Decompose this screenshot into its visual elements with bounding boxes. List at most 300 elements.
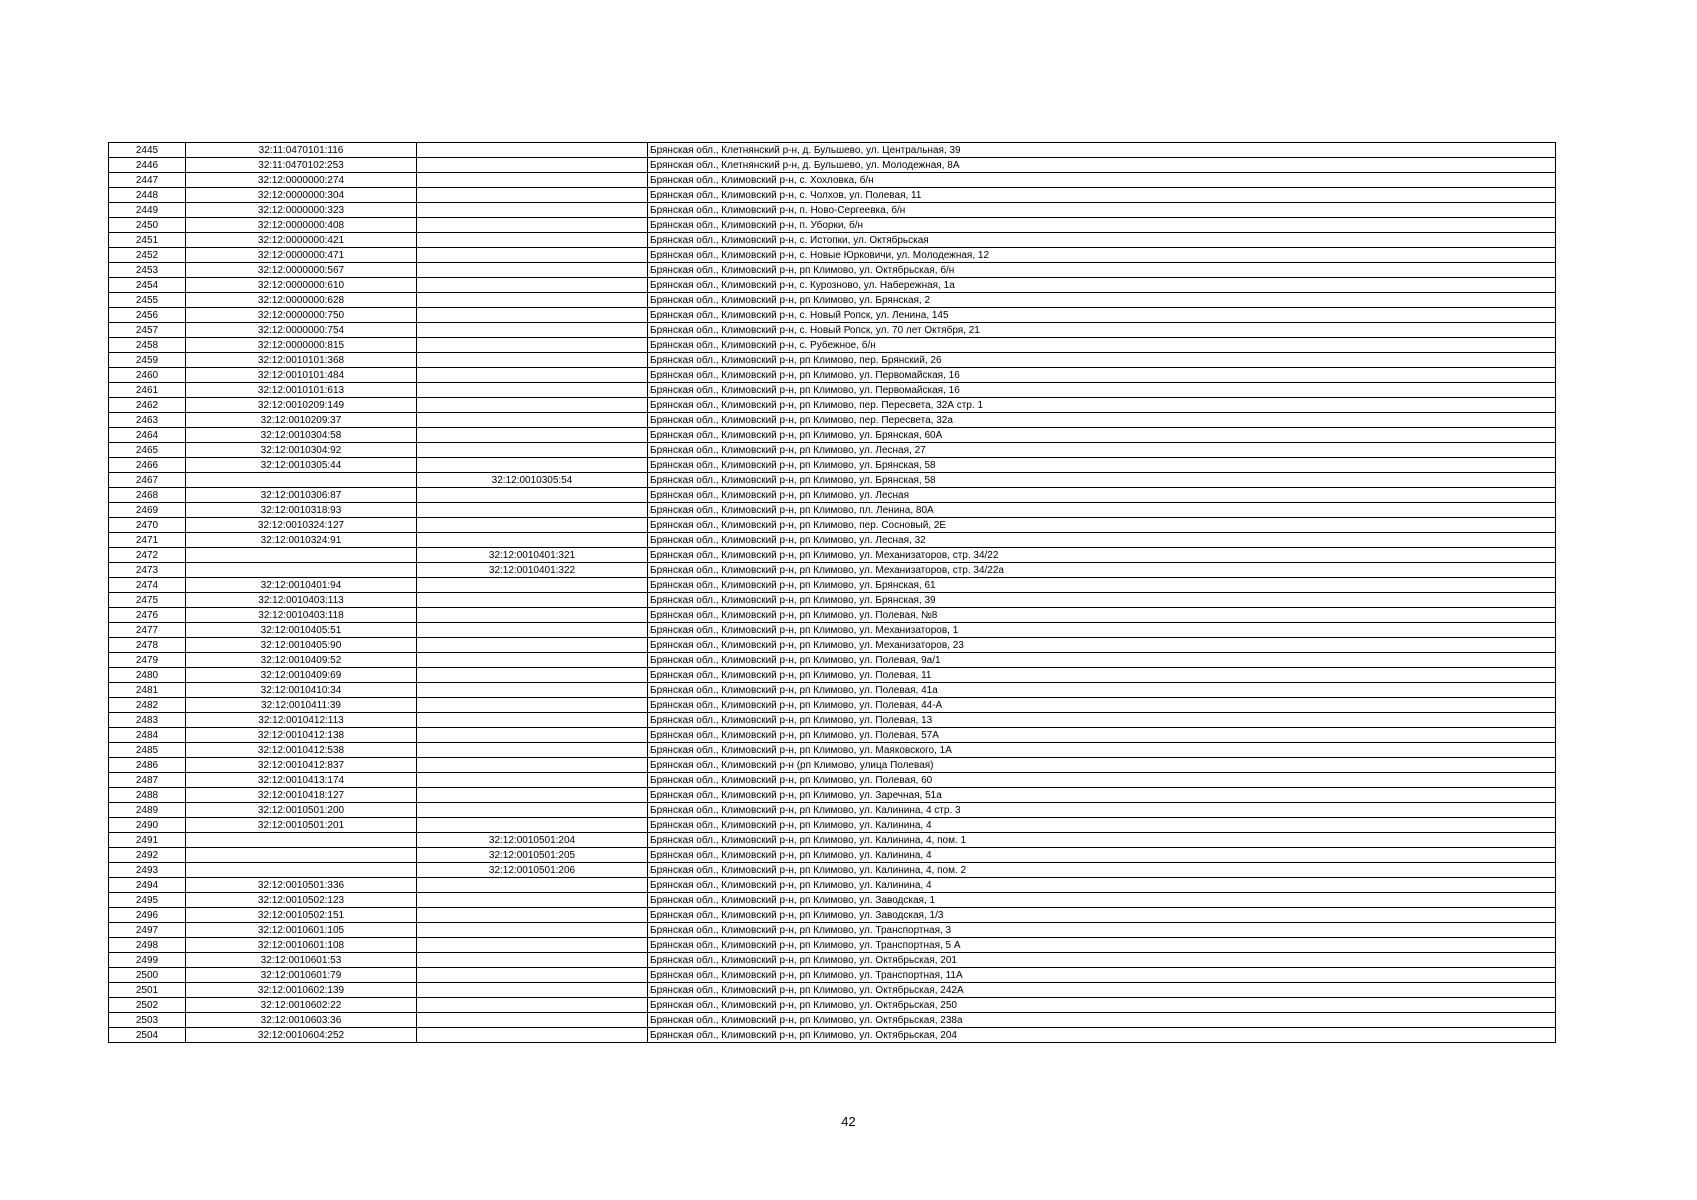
address-cell: Брянская обл., Климовский р-н (рп Климово, улица Полевая) xyxy=(648,758,1556,773)
row-number-cell: 2474 xyxy=(109,578,186,593)
address-cell: Брянская обл., Климовский р-н, рп Климово, ул. Лесная, 32 xyxy=(648,533,1556,548)
row-number-cell: 2462 xyxy=(109,398,186,413)
related-cadastral-number-cell: 32:12:0010401:321 xyxy=(417,548,648,563)
cadastral-number-cell: 32:12:0010410:34 xyxy=(186,683,417,698)
row-number-cell: 2498 xyxy=(109,938,186,953)
cadastral-number-cell: 32:12:0010403:118 xyxy=(186,608,417,623)
related-cadastral-number-cell xyxy=(417,743,648,758)
row-number-cell: 2489 xyxy=(109,803,186,818)
row-number-cell: 2504 xyxy=(109,1028,186,1043)
table-row xyxy=(109,308,1556,323)
address-cell: Брянская обл., Климовский р-н, рп Климово, ул. Калинина, 4 xyxy=(648,848,1556,863)
cadastral-number-cell: 32:12:0010604:252 xyxy=(186,1028,417,1043)
row-number-cell: 2500 xyxy=(109,968,186,983)
cadastral-number-cell: 32:12:0010601:79 xyxy=(186,968,417,983)
cadastral-number-cell: 32:12:0000000:274 xyxy=(186,173,417,188)
row-number-cell: 2477 xyxy=(109,623,186,638)
row-number-cell: 2483 xyxy=(109,713,186,728)
table-row xyxy=(109,953,1556,968)
address-cell: Брянская обл., Климовский р-н, рп Климово, пер. Брянский, 26 xyxy=(648,353,1556,368)
related-cadastral-number-cell xyxy=(417,383,648,398)
address-cell: Брянская обл., Климовский р-н, с. Рубежное, б/н xyxy=(648,338,1556,353)
row-number-cell: 2473 xyxy=(109,563,186,578)
related-cadastral-number-cell: 32:12:0010401:322 xyxy=(417,563,648,578)
table-row xyxy=(109,893,1556,908)
related-cadastral-number-cell xyxy=(417,158,648,173)
cadastral-number-cell: 32:12:0010502:151 xyxy=(186,908,417,923)
cadastral-number-cell: 32:12:0010412:538 xyxy=(186,743,417,758)
row-number-cell: 2491 xyxy=(109,833,186,848)
row-number-cell: 2482 xyxy=(109,698,186,713)
row-number-cell: 2479 xyxy=(109,653,186,668)
row-number-cell: 2446 xyxy=(109,158,186,173)
row-number-cell: 2472 xyxy=(109,548,186,563)
address-cell: Брянская обл., Климовский р-н, рп Климово, ул. Лесная xyxy=(648,488,1556,503)
cadastral-number-cell: 32:12:0010501:336 xyxy=(186,878,417,893)
row-number-cell: 2447 xyxy=(109,173,186,188)
table-row xyxy=(109,473,1556,488)
registry-body xyxy=(109,143,1556,1043)
related-cadastral-number-cell xyxy=(417,983,648,998)
related-cadastral-number-cell xyxy=(417,428,648,443)
cadastral-number-cell xyxy=(186,563,417,578)
cadastral-number-cell xyxy=(186,473,417,488)
table-row xyxy=(109,698,1556,713)
address-cell: Брянская обл., Климовский р-н, рп Климово, пер. Пересвета, 32а xyxy=(648,413,1556,428)
row-number-cell: 2480 xyxy=(109,668,186,683)
related-cadastral-number-cell xyxy=(417,1028,648,1043)
row-number-cell: 2453 xyxy=(109,263,186,278)
address-cell: Брянская обл., Климовский р-н, рп Климово, ул. Транспортная, 11А xyxy=(648,968,1556,983)
address-cell: Брянская обл., Климовский р-н, рп Климово, ул. Полевая, 57А xyxy=(648,728,1556,743)
row-number-cell: 2458 xyxy=(109,338,186,353)
cadastral-number-cell: 32:12:0010601:105 xyxy=(186,923,417,938)
related-cadastral-number-cell xyxy=(417,683,648,698)
address-cell: Брянская обл., Климовский р-н, рп Климово, ул. Маяковского, 1А xyxy=(648,743,1556,758)
table-row xyxy=(109,503,1556,518)
address-cell: Брянская обл., Климовский р-н, рп Климово, ул. Октябрьская, 238а xyxy=(648,1013,1556,1028)
address-cell: Брянская обл., Климовский р-н, рп Климово, пл. Ленина, 80А xyxy=(648,503,1556,518)
table-row xyxy=(109,653,1556,668)
related-cadastral-number-cell xyxy=(417,923,648,938)
address-cell: Брянская обл., Климовский р-н, рп Климово, ул. Брянская, 39 xyxy=(648,593,1556,608)
row-number-cell: 2456 xyxy=(109,308,186,323)
table-row xyxy=(109,593,1556,608)
address-cell: Брянская обл., Климовский р-н, с. Новые Юрковичи, ул. Молодежная, 12 xyxy=(648,248,1556,263)
cadastral-number-cell: 32:12:0000000:304 xyxy=(186,188,417,203)
related-cadastral-number-cell xyxy=(417,398,648,413)
address-cell: Брянская обл., Климовский р-н, рп Климово, ул. Полевая, №8 xyxy=(648,608,1556,623)
address-cell: Брянская обл., Климовский р-н, рп Климово, ул. Брянская, 61 xyxy=(648,578,1556,593)
address-cell: Брянская обл., Клетнянский р-н, д. Бульшево, ул. Молодежная, 8А xyxy=(648,158,1556,173)
related-cadastral-number-cell xyxy=(417,893,648,908)
table-row xyxy=(109,383,1556,398)
related-cadastral-number-cell xyxy=(417,803,648,818)
cadastral-number-cell: 32:12:0000000:421 xyxy=(186,233,417,248)
table-row xyxy=(109,878,1556,893)
cadastral-number-cell xyxy=(186,863,417,878)
related-cadastral-number-cell: 32:12:0010501:206 xyxy=(417,863,648,878)
related-cadastral-number-cell xyxy=(417,263,648,278)
address-cell: Брянская обл., Климовский р-н, рп Климово, пер. Пересвета, 32А стр. 1 xyxy=(648,398,1556,413)
related-cadastral-number-cell xyxy=(417,368,648,383)
table-row xyxy=(109,578,1556,593)
row-number-cell: 2475 xyxy=(109,593,186,608)
address-cell: Брянская обл., Климовский р-н, рп Климово, ул. Брянская, 58 xyxy=(648,473,1556,488)
table-row xyxy=(109,518,1556,533)
row-number-cell: 2452 xyxy=(109,248,186,263)
related-cadastral-number-cell xyxy=(417,713,648,728)
related-cadastral-number-cell xyxy=(417,443,648,458)
address-cell: Брянская обл., Климовский р-н, с. Новый Ропск, ул. Ленина, 145 xyxy=(648,308,1556,323)
address-cell: Брянская обл., Климовский р-н, рп Климово, ул. Заводская, 1/3 xyxy=(648,908,1556,923)
related-cadastral-number-cell xyxy=(417,788,648,803)
table-row xyxy=(109,1028,1556,1043)
related-cadastral-number-cell xyxy=(417,758,648,773)
table-row xyxy=(109,188,1556,203)
table-row xyxy=(109,998,1556,1013)
cadastral-number-cell: 32:12:0010602:22 xyxy=(186,998,417,1013)
row-number-cell: 2470 xyxy=(109,518,186,533)
cadastral-number-cell: 32:12:0010209:149 xyxy=(186,398,417,413)
address-cell: Брянская обл., Климовский р-н, рп Климово, ул. Калинина, 4 стр. 3 xyxy=(648,803,1556,818)
cadastral-number-cell: 32:12:0010601:108 xyxy=(186,938,417,953)
row-number-cell: 2501 xyxy=(109,983,186,998)
related-cadastral-number-cell xyxy=(417,818,648,833)
table-row xyxy=(109,173,1556,188)
related-cadastral-number-cell: 32:12:0010501:204 xyxy=(417,833,648,848)
table-row xyxy=(109,293,1556,308)
address-cell: Брянская обл., Климовский р-н, рп Климово, ул. Механизаторов, 1 xyxy=(648,623,1556,638)
related-cadastral-number-cell xyxy=(417,953,648,968)
row-number-cell: 2485 xyxy=(109,743,186,758)
row-number-cell: 2494 xyxy=(109,878,186,893)
cadastral-number-cell: 32:12:0010304:92 xyxy=(186,443,417,458)
table-row xyxy=(109,833,1556,848)
row-number-cell: 2468 xyxy=(109,488,186,503)
related-cadastral-number-cell xyxy=(417,143,648,158)
related-cadastral-number-cell xyxy=(417,233,648,248)
cadastral-number-cell: 32:12:0010601:53 xyxy=(186,953,417,968)
row-number-cell: 2463 xyxy=(109,413,186,428)
cadastral-number-cell: 32:12:0010418:127 xyxy=(186,788,417,803)
address-cell: Брянская обл., Климовский р-н, рп Климово, ул. Полевая, 41а xyxy=(648,683,1556,698)
cadastral-number-cell: 32:12:0010502:123 xyxy=(186,893,417,908)
table-row xyxy=(109,548,1556,563)
row-number-cell: 2450 xyxy=(109,218,186,233)
related-cadastral-number-cell xyxy=(417,968,648,983)
related-cadastral-number-cell xyxy=(417,908,648,923)
table-row xyxy=(109,623,1556,638)
row-number-cell: 2445 xyxy=(109,143,186,158)
related-cadastral-number-cell xyxy=(417,593,648,608)
address-cell: Брянская обл., Климовский р-н, с. Курозново, ул. Набережная, 1а xyxy=(648,278,1556,293)
row-number-cell: 2487 xyxy=(109,773,186,788)
table-row xyxy=(109,863,1556,878)
related-cadastral-number-cell xyxy=(417,413,648,428)
cadastral-number-cell: 32:12:0010401:94 xyxy=(186,578,417,593)
row-number-cell: 2497 xyxy=(109,923,186,938)
row-number-cell: 2484 xyxy=(109,728,186,743)
address-cell: Брянская обл., Климовский р-н, рп Климово, ул. Полевая, 60 xyxy=(648,773,1556,788)
cadastral-number-cell: 32:12:0010305:44 xyxy=(186,458,417,473)
row-number-cell: 2464 xyxy=(109,428,186,443)
cadastral-number-cell: 32:12:0000000:471 xyxy=(186,248,417,263)
related-cadastral-number-cell xyxy=(417,623,648,638)
table-row xyxy=(109,158,1556,173)
row-number-cell: 2478 xyxy=(109,638,186,653)
table-row xyxy=(109,713,1556,728)
table-row xyxy=(109,743,1556,758)
cadastral-number-cell: 32:12:0010101:368 xyxy=(186,353,417,368)
row-number-cell: 2465 xyxy=(109,443,186,458)
cadastral-number-cell: 32:12:0000000:628 xyxy=(186,293,417,308)
cadastral-number-cell: 32:12:0010306:87 xyxy=(186,488,417,503)
related-cadastral-number-cell xyxy=(417,293,648,308)
table-row xyxy=(109,233,1556,248)
address-cell: Брянская обл., Климовский р-н, рп Климово, ул. Транспортная, 3 xyxy=(648,923,1556,938)
row-number-cell: 2460 xyxy=(109,368,186,383)
table-row xyxy=(109,758,1556,773)
address-cell: Брянская обл., Климовский р-н, рп Климово, ул. Механизаторов, 23 xyxy=(648,638,1556,653)
table-row xyxy=(109,908,1556,923)
table-row xyxy=(109,338,1556,353)
row-number-cell: 2486 xyxy=(109,758,186,773)
related-cadastral-number-cell: 32:12:0010501:205 xyxy=(417,848,648,863)
related-cadastral-number-cell xyxy=(417,533,648,548)
related-cadastral-number-cell xyxy=(417,638,648,653)
page-number: 42 xyxy=(841,1114,856,1129)
cadastral-number-cell: 32:12:0010324:91 xyxy=(186,533,417,548)
address-cell: Брянская обл., Климовский р-н, с. Новый Ропск, ул. 70 лет Октября, 21 xyxy=(648,323,1556,338)
row-number-cell: 2488 xyxy=(109,788,186,803)
address-cell: Брянская обл., Климовский р-н, с. Чолхов, ул. Полевая, 11 xyxy=(648,188,1556,203)
property-registry-table xyxy=(108,142,1556,1043)
table-row xyxy=(109,923,1556,938)
cadastral-number-cell: 32:12:0010501:201 xyxy=(186,818,417,833)
cadastral-number-cell: 32:12:0010409:69 xyxy=(186,668,417,683)
address-cell: Брянская обл., Климовский р-н, рп Климово, ул. Октябрьская, 250 xyxy=(648,998,1556,1013)
address-cell: Брянская обл., Климовский р-н, рп Климово, ул. Брянская, 60А xyxy=(648,428,1556,443)
row-number-cell: 2492 xyxy=(109,848,186,863)
table-row xyxy=(109,443,1556,458)
row-number-cell: 2449 xyxy=(109,203,186,218)
address-cell: Брянская обл., Климовский р-н, рп Климово, ул. Полевая, 11 xyxy=(648,668,1556,683)
related-cadastral-number-cell xyxy=(417,323,648,338)
table-row xyxy=(109,818,1556,833)
address-cell: Брянская обл., Климовский р-н, рп Климово, ул. Заводская, 1 xyxy=(648,893,1556,908)
table-row xyxy=(109,848,1556,863)
cadastral-number-cell: 32:12:0000000:610 xyxy=(186,278,417,293)
related-cadastral-number-cell xyxy=(417,308,648,323)
table-row xyxy=(109,248,1556,263)
row-number-cell: 2503 xyxy=(109,1013,186,1028)
related-cadastral-number-cell xyxy=(417,353,648,368)
cadastral-number-cell: 32:12:0010412:837 xyxy=(186,758,417,773)
related-cadastral-number-cell xyxy=(417,503,648,518)
table-row xyxy=(109,773,1556,788)
table-row xyxy=(109,278,1556,293)
related-cadastral-number-cell xyxy=(417,653,648,668)
cadastral-number-cell: 32:12:0000000:750 xyxy=(186,308,417,323)
address-cell: Брянская обл., Климовский р-н, рп Климово, пер. Сосновый, 2Е xyxy=(648,518,1556,533)
cadastral-number-cell: 32:12:0010405:51 xyxy=(186,623,417,638)
table-row xyxy=(109,668,1556,683)
address-cell: Брянская обл., Климовский р-н, рп Климово, ул. Калинина, 4 xyxy=(648,878,1556,893)
cadastral-number-cell: 32:12:0010412:113 xyxy=(186,713,417,728)
related-cadastral-number-cell xyxy=(417,488,648,503)
cadastral-number-cell: 32:12:0010304:58 xyxy=(186,428,417,443)
address-cell: Брянская обл., Клетнянский р-н, д. Бульшево, ул. Центральная, 39 xyxy=(648,143,1556,158)
cadastral-number-cell: 32:12:0010413:174 xyxy=(186,773,417,788)
cadastral-number-cell: 32:12:0010602:139 xyxy=(186,983,417,998)
address-cell: Брянская обл., Климовский р-н, п. Ново-Сергеевка, б/н xyxy=(648,203,1556,218)
related-cadastral-number-cell xyxy=(417,458,648,473)
address-cell: Брянская обл., Климовский р-н, п. Уборки, б/н xyxy=(648,218,1556,233)
table-row xyxy=(109,563,1556,578)
cadastral-number-cell: 32:12:0010405:90 xyxy=(186,638,417,653)
table-row xyxy=(109,203,1556,218)
row-number-cell: 2469 xyxy=(109,503,186,518)
row-number-cell: 2457 xyxy=(109,323,186,338)
row-number-cell: 2467 xyxy=(109,473,186,488)
table-row xyxy=(109,683,1556,698)
address-cell: Брянская обл., Климовский р-н, рп Климово, ул. Полевая, 9а/1 xyxy=(648,653,1556,668)
table-row xyxy=(109,968,1556,983)
cadastral-number-cell: 32:11:0470101:116 xyxy=(186,143,417,158)
cadastral-number-cell: 32:12:0000000:754 xyxy=(186,323,417,338)
address-cell: Брянская обл., Климовский р-н, рп Климово, ул. Калинина, 4, пом. 1 xyxy=(648,833,1556,848)
address-cell: Брянская обл., Климовский р-н, рп Климово, ул. Калинина, 4 xyxy=(648,818,1556,833)
table-row xyxy=(109,458,1556,473)
table-row xyxy=(109,368,1556,383)
table-row xyxy=(109,788,1556,803)
cadastral-number-cell: 32:12:0010324:127 xyxy=(186,518,417,533)
cadastral-number-cell: 32:12:0000000:567 xyxy=(186,263,417,278)
table-row xyxy=(109,533,1556,548)
related-cadastral-number-cell xyxy=(417,938,648,953)
table-row xyxy=(109,398,1556,413)
cadastral-number-cell: 32:12:0010501:200 xyxy=(186,803,417,818)
address-cell: Брянская обл., Климовский р-н, рп Климово, ул. Первомайская, 16 xyxy=(648,368,1556,383)
row-number-cell: 2481 xyxy=(109,683,186,698)
address-cell: Брянская обл., Климовский р-н, рп Климово, ул. Первомайская, 16 xyxy=(648,383,1556,398)
table-row xyxy=(109,428,1556,443)
related-cadastral-number-cell xyxy=(417,728,648,743)
row-number-cell: 2455 xyxy=(109,293,186,308)
row-number-cell: 2502 xyxy=(109,998,186,1013)
cadastral-number-cell: 32:12:0000000:323 xyxy=(186,203,417,218)
address-cell: Брянская обл., Климовский р-н, с. Истопки, ул. Октябрьская xyxy=(648,233,1556,248)
related-cadastral-number-cell: 32:12:0010305:54 xyxy=(417,473,648,488)
row-number-cell: 2490 xyxy=(109,818,186,833)
cadastral-number-cell: 32:12:0010409:52 xyxy=(186,653,417,668)
cadastral-number-cell xyxy=(186,833,417,848)
row-number-cell: 2454 xyxy=(109,278,186,293)
address-cell: Брянская обл., Климовский р-н, рп Климово, ул. Калинина, 4, пом. 2 xyxy=(648,863,1556,878)
cadastral-number-cell: 32:12:0010101:613 xyxy=(186,383,417,398)
table-row xyxy=(109,143,1556,158)
cadastral-number-cell: 32:12:0010412:138 xyxy=(186,728,417,743)
cadastral-number-cell: 32:12:0010603:36 xyxy=(186,1013,417,1028)
table-row xyxy=(109,608,1556,623)
related-cadastral-number-cell xyxy=(417,608,648,623)
cadastral-number-cell xyxy=(186,548,417,563)
address-cell: Брянская обл., Климовский р-н, рп Климово, ул. Полевая, 44-А xyxy=(648,698,1556,713)
row-number-cell: 2495 xyxy=(109,893,186,908)
address-cell: Брянская обл., Климовский р-н, рп Климово, ул. Транспортная, 5 А xyxy=(648,938,1556,953)
row-number-cell: 2493 xyxy=(109,863,186,878)
row-number-cell: 2451 xyxy=(109,233,186,248)
row-number-cell: 2471 xyxy=(109,533,186,548)
related-cadastral-number-cell xyxy=(417,1013,648,1028)
address-cell: Брянская обл., Климовский р-н, рп Климово, ул. Заречная, 51а xyxy=(648,788,1556,803)
row-number-cell: 2466 xyxy=(109,458,186,473)
cadastral-number-cell: 32:12:0010209:37 xyxy=(186,413,417,428)
related-cadastral-number-cell xyxy=(417,338,648,353)
table-row xyxy=(109,488,1556,503)
cadastral-number-cell: 32:12:0010318:93 xyxy=(186,503,417,518)
related-cadastral-number-cell xyxy=(417,248,648,263)
row-number-cell: 2496 xyxy=(109,908,186,923)
related-cadastral-number-cell xyxy=(417,773,648,788)
table-row xyxy=(109,938,1556,953)
row-number-cell: 2476 xyxy=(109,608,186,623)
related-cadastral-number-cell xyxy=(417,878,648,893)
related-cadastral-number-cell xyxy=(417,668,648,683)
address-cell: Брянская обл., Климовский р-н, рп Климово, ул. Механизаторов, стр. 34/22а xyxy=(648,563,1556,578)
address-cell: Брянская обл., Климовский р-н, рп Климово, ул. Октябрьская, 242А xyxy=(648,983,1556,998)
address-cell: Брянская обл., Климовский р-н, рп Климово, ул. Брянская, 2 xyxy=(648,293,1556,308)
table-row xyxy=(109,728,1556,743)
related-cadastral-number-cell xyxy=(417,698,648,713)
address-cell: Брянская обл., Климовский р-н, рп Климово, ул. Октябрьская, 204 xyxy=(648,1028,1556,1043)
related-cadastral-number-cell xyxy=(417,173,648,188)
cadastral-number-cell: 32:12:0010101:484 xyxy=(186,368,417,383)
cadastral-number-cell: 32:11:0470102:253 xyxy=(186,158,417,173)
related-cadastral-number-cell xyxy=(417,518,648,533)
address-cell: Брянская обл., Климовский р-н, рп Климово, ул. Брянская, 58 xyxy=(648,458,1556,473)
table-row xyxy=(109,413,1556,428)
row-number-cell: 2461 xyxy=(109,383,186,398)
address-cell: Брянская обл., Климовский р-н, рп Климово, ул. Механизаторов, стр. 34/22 xyxy=(648,548,1556,563)
cadastral-number-cell: 32:12:0010403:113 xyxy=(186,593,417,608)
related-cadastral-number-cell xyxy=(417,218,648,233)
row-number-cell: 2448 xyxy=(109,188,186,203)
table-row xyxy=(109,983,1556,998)
cadastral-number-cell xyxy=(186,848,417,863)
related-cadastral-number-cell xyxy=(417,278,648,293)
address-cell: Брянская обл., Климовский р-н, рп Климово, ул. Октябрьская, 201 xyxy=(648,953,1556,968)
cadastral-number-cell: 32:12:0010411:39 xyxy=(186,698,417,713)
row-number-cell: 2459 xyxy=(109,353,186,368)
table-row xyxy=(109,803,1556,818)
row-number-cell: 2499 xyxy=(109,953,186,968)
related-cadastral-number-cell xyxy=(417,203,648,218)
address-cell: Брянская обл., Климовский р-н, с. Хохловка, б/н xyxy=(648,173,1556,188)
table-row xyxy=(109,323,1556,338)
address-cell: Брянская обл., Климовский р-н, рп Климово, ул. Полевая, 13 xyxy=(648,713,1556,728)
related-cadastral-number-cell xyxy=(417,188,648,203)
table-row xyxy=(109,638,1556,653)
related-cadastral-number-cell xyxy=(417,998,648,1013)
address-cell: Брянская обл., Климовский р-н, рп Климово, ул. Лесная, 27 xyxy=(648,443,1556,458)
cadastral-number-cell: 32:12:0000000:815 xyxy=(186,338,417,353)
table-row xyxy=(109,263,1556,278)
address-cell: Брянская обл., Климовский р-н, рп Климово, ул. Октябрьская, б/н xyxy=(648,263,1556,278)
table-row xyxy=(109,1013,1556,1028)
table-row xyxy=(109,218,1556,233)
